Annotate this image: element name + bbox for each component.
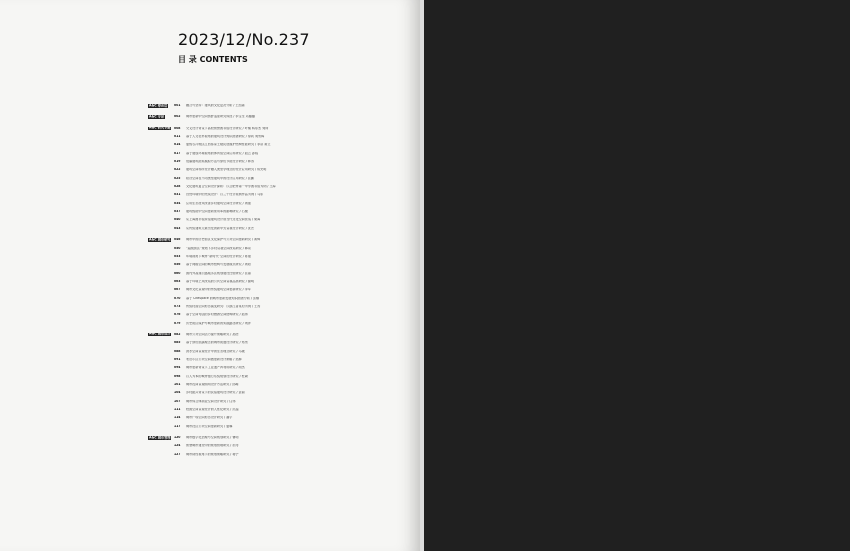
- toc-entry: [148, 160, 364, 168]
- entry-page-number: 098: [174, 374, 181, 378]
- section-badge-label: A&C 卷首语: [149, 104, 168, 107]
- toc-entry: [148, 391, 364, 399]
- entry-page-number: 120: [174, 436, 181, 440]
- entry-page-number: 117: [174, 424, 181, 428]
- toc-entry: [148, 297, 364, 305]
- entry-page-number: 034: [174, 201, 181, 205]
- entry-title: 阳台空间在不同类型建筑中的设计应用研究 / 张鹏: [186, 176, 254, 180]
- entry-page-number: 101: [174, 383, 181, 386]
- toc-entry: [148, 444, 364, 452]
- entry-title: 滨水空间景观设计中的生态理念研究 / 马骏: [186, 349, 245, 353]
- entry-title: 历史街区保护与城市更新的实践路径研究 / 刘洋: [186, 321, 251, 325]
- section-badge: [148, 436, 174, 440]
- entry-page-number: 082: [174, 332, 181, 336]
- toc-entry: [148, 280, 364, 288]
- entry-title: 城市广场空间形态设计研究 / 潘宇: [186, 416, 233, 420]
- entry-page-number: 019: [174, 160, 181, 164]
- entry-page-number: 114: [174, 416, 181, 420]
- entry-title: 基于环境艺术改造的公共空间景观品质研究 / 谢明: [186, 279, 254, 283]
- entry-title: 基于网格空间的城市结构与发展模式研究 / 周阳: [186, 263, 251, 267]
- toc-entry: [148, 358, 364, 366]
- entry-title: 文化建筑复合空间设计探析：以合肥市第一中学图书馆为例 / 王海: [186, 185, 276, 189]
- entry-title: 基于 CiteSpace 的城市更新发展知识图谱分析 / 张娜: [186, 296, 260, 300]
- contents-heading-cn: 目 录 CONTENTS: [178, 55, 248, 64]
- entry-title: 建筑空间场所设计融入类型学理念的设计应用研究 / 陈光明: [186, 168, 267, 172]
- entry-title: 基于人文社科视角的建筑设计知识图谱研究 / 徐莉 周雪梅: [186, 135, 265, 139]
- entry-title: 国内外高速公路服务区规划建设比较研究 / 张丽: [186, 271, 251, 275]
- section-badge-label: A&C 城市研究: [149, 238, 171, 242]
- toc-entry: [148, 425, 364, 433]
- entry-page-number: 124: [174, 444, 181, 448]
- toc-entry: [148, 408, 364, 416]
- toc-entry: [148, 115, 364, 123]
- entry-title: 城市数字化治理与空间规划研究 / 曹明: [186, 436, 239, 440]
- toc-section: [148, 238, 364, 330]
- toc-section: [148, 333, 364, 433]
- toc-entry: [148, 375, 364, 383]
- toc-section: [148, 436, 364, 461]
- toc-entry: [148, 333, 364, 341]
- toc-entry: [148, 193, 364, 201]
- issue-number: 2023/12/No.237: [178, 30, 310, 49]
- toc-entry: [148, 238, 364, 246]
- toc-entry: [148, 210, 364, 218]
- entry-page-number: 043: [174, 226, 181, 230]
- entry-title: 从上海图书馆东馆建筑设计谈当代文化空间营造 / 梁海: [186, 218, 261, 222]
- entry-title: 环境视角下城市“新时代”空间的设计研究 / 陈强: [186, 254, 251, 258]
- section-badge-label: A&C 城市管理: [149, 436, 171, 440]
- entry-title: 乡村振兴背景下的民宿建筑设计研究 / 袁丽: [186, 391, 245, 395]
- entry-title: 城市更新中空间热舒适度研究综述 / 李宝生 邓璐璐: [186, 115, 255, 119]
- entry-title: 校园空间景观设计的人性化研究 / 范超: [186, 408, 239, 412]
- entry-title: 城市夜间景观照明设计方法研究 / 邱峰: [186, 383, 239, 386]
- entry-page-number: 053: [174, 254, 181, 258]
- toc-entry: [148, 218, 364, 226]
- entry-title: 基于空间句法的乡村旅游空间结构研究 / 赵伟: [186, 313, 248, 317]
- section-badge: [148, 104, 174, 108]
- toc-entry: [148, 143, 364, 151]
- entry-title: 城市综合体商业空间设计研究 / 任伟: [186, 399, 236, 403]
- toc-entry: [148, 305, 364, 313]
- entry-page-number: 031: [174, 193, 181, 197]
- entry-page-number: 079: [174, 321, 181, 325]
- section-badge-label: A&C 城市设计: [149, 332, 171, 336]
- toc-entry: [148, 453, 364, 461]
- entry-title: 自然环境中的光线设计：以三个设计案例作品为例 / 马东: [186, 193, 264, 197]
- entry-page-number: 088: [174, 349, 181, 353]
- section-badge: [148, 115, 174, 119]
- entry-title: 夏热冬冷地区江西客家土楼民居围护结构性能研究 / 李彦 黄立: [186, 143, 271, 147]
- entry-page-number: 017: [174, 151, 181, 155]
- entry-page-number: 063: [174, 279, 181, 283]
- entry-title: 智慧城市建设中的规划管理研究 / 彭涛: [186, 444, 239, 448]
- entry-page-number: 091: [174, 357, 181, 361]
- entry-title: 建筑热能中空间更新使用率的影响研究 / 石健: [186, 210, 248, 214]
- toc-section: [148, 127, 364, 235]
- toc-entry: [148, 104, 364, 112]
- toc-entry: [148, 127, 364, 135]
- entry-title: 城市文化景观中的传统建筑空间更新研究 / 李军: [186, 288, 251, 292]
- toc-entry: [148, 202, 364, 210]
- entry-title: 基于建成环境视角的体育馆空间应用研究 / 赵云 孙程: [186, 151, 259, 155]
- entry-page-number: 056: [174, 263, 181, 267]
- entry-page-number: 085: [174, 341, 181, 345]
- entry-page-number: 067: [174, 288, 181, 292]
- entry-page-number: 040: [174, 218, 181, 222]
- entry-title: 低碳建筑能耗模拟方法与绿色节能设计研究 / 林涛: [186, 160, 254, 164]
- toc-entry: [148, 322, 364, 330]
- toc-entry: [148, 168, 364, 176]
- entry-page-number: 076: [174, 313, 181, 317]
- toc-entry: [148, 263, 364, 271]
- entry-title: 城市中的历史街区文化保护与公共空间更新研究 / 黄辉: [186, 238, 261, 242]
- entry-title: 基于绿色低碳理念的城市街道设计研究 / 郑雪: [186, 341, 248, 345]
- entry-title: 传统村落空间形态演变研究：以浙江省某村为例 / 王涛: [186, 304, 261, 308]
- toc-entry: [148, 350, 364, 358]
- toc-cn: [148, 104, 364, 464]
- entry-page-number: 037: [174, 210, 181, 214]
- entry-page-number: 073: [174, 304, 181, 308]
- entry-title: 以人为本的城市慢行系统规划设计研究 / 杜敏: [186, 374, 248, 378]
- right-page: [424, 0, 850, 551]
- entry-page-number: 025: [174, 176, 181, 180]
- section-badge: [148, 238, 174, 242]
- entry-title: 城市韧性视角下的规划策略研究 / 蒋宁: [186, 452, 239, 456]
- toc-entry: [148, 255, 364, 263]
- entry-page-number: 060: [174, 271, 181, 275]
- entry-page-number: 111: [174, 408, 181, 412]
- toc-entry: [148, 383, 364, 391]
- entry-title: 融合与坚持：建筑的文化层次分析 / 王绍森: [186, 104, 245, 107]
- entry-page-number: 014: [174, 143, 181, 147]
- toc-entry: [148, 177, 364, 185]
- toc-entry: [148, 341, 364, 349]
- section-badge-label: A&C 专论: [149, 115, 165, 119]
- entry-title: 应用生态技术改善乡村建筑空间设计研究 / 周强: [186, 201, 251, 205]
- entry-title: “超级街区”规划下乡村景观空间改造研究 / 韩亮: [186, 246, 251, 250]
- toc-section: [148, 104, 364, 112]
- toc-entry: [148, 185, 364, 193]
- entry-title: 城市更新背景下工业遗产再利用研究 / 胡杰: [186, 366, 245, 370]
- entry-page-number: 002: [174, 115, 181, 119]
- entry-page-number: 011: [174, 135, 181, 139]
- entry-page-number: 094: [174, 366, 181, 370]
- section-badge: [148, 333, 174, 337]
- toc-entry: [148, 416, 364, 424]
- entry-title: 老旧小区公共空间微更新设计策略 / 吴静: [186, 357, 242, 361]
- entry-title: 交叉设计背景下高校智慧图书馆设计研究 / 叶楠 杨东杰 刘琦: [186, 126, 269, 130]
- toc-entry: [148, 400, 364, 408]
- left-page: [0, 0, 420, 551]
- toc-entry: [148, 436, 364, 444]
- toc-entry: [148, 272, 364, 280]
- entry-page-number: 127: [174, 452, 181, 456]
- entry-page-number: 008: [174, 126, 181, 130]
- entry-page-number: 022: [174, 168, 181, 172]
- entry-title: 城市公共空间活力提升策略研究 / 孙浩: [186, 332, 239, 336]
- section-badge-label: A&C 研究专题: [149, 126, 171, 130]
- entry-title: 从传统建筑元素出发的新中式景观设计研究 / 沈志: [186, 226, 254, 230]
- toc-entry: [148, 227, 364, 235]
- entry-page-number: 046: [174, 238, 181, 242]
- toc-entry: [148, 366, 364, 374]
- entry-page-number: 050: [174, 246, 181, 250]
- entry-page-number: 028: [174, 185, 181, 189]
- entry-page-number: 107: [174, 399, 181, 403]
- toc-section: [148, 115, 364, 123]
- section-badge: [148, 127, 174, 131]
- toc-entry: [148, 288, 364, 296]
- entry-page-number: 070: [174, 296, 181, 300]
- entry-title: 城市社区公共空间更新研究 / 夏琳: [186, 424, 233, 428]
- toc-entry: [148, 152, 364, 160]
- toc-entry: [148, 313, 364, 321]
- toc-entry: [148, 135, 364, 143]
- entry-page-number: 104: [174, 391, 181, 395]
- toc-entry: [148, 247, 364, 255]
- entry-page-number: 001: [174, 104, 181, 107]
